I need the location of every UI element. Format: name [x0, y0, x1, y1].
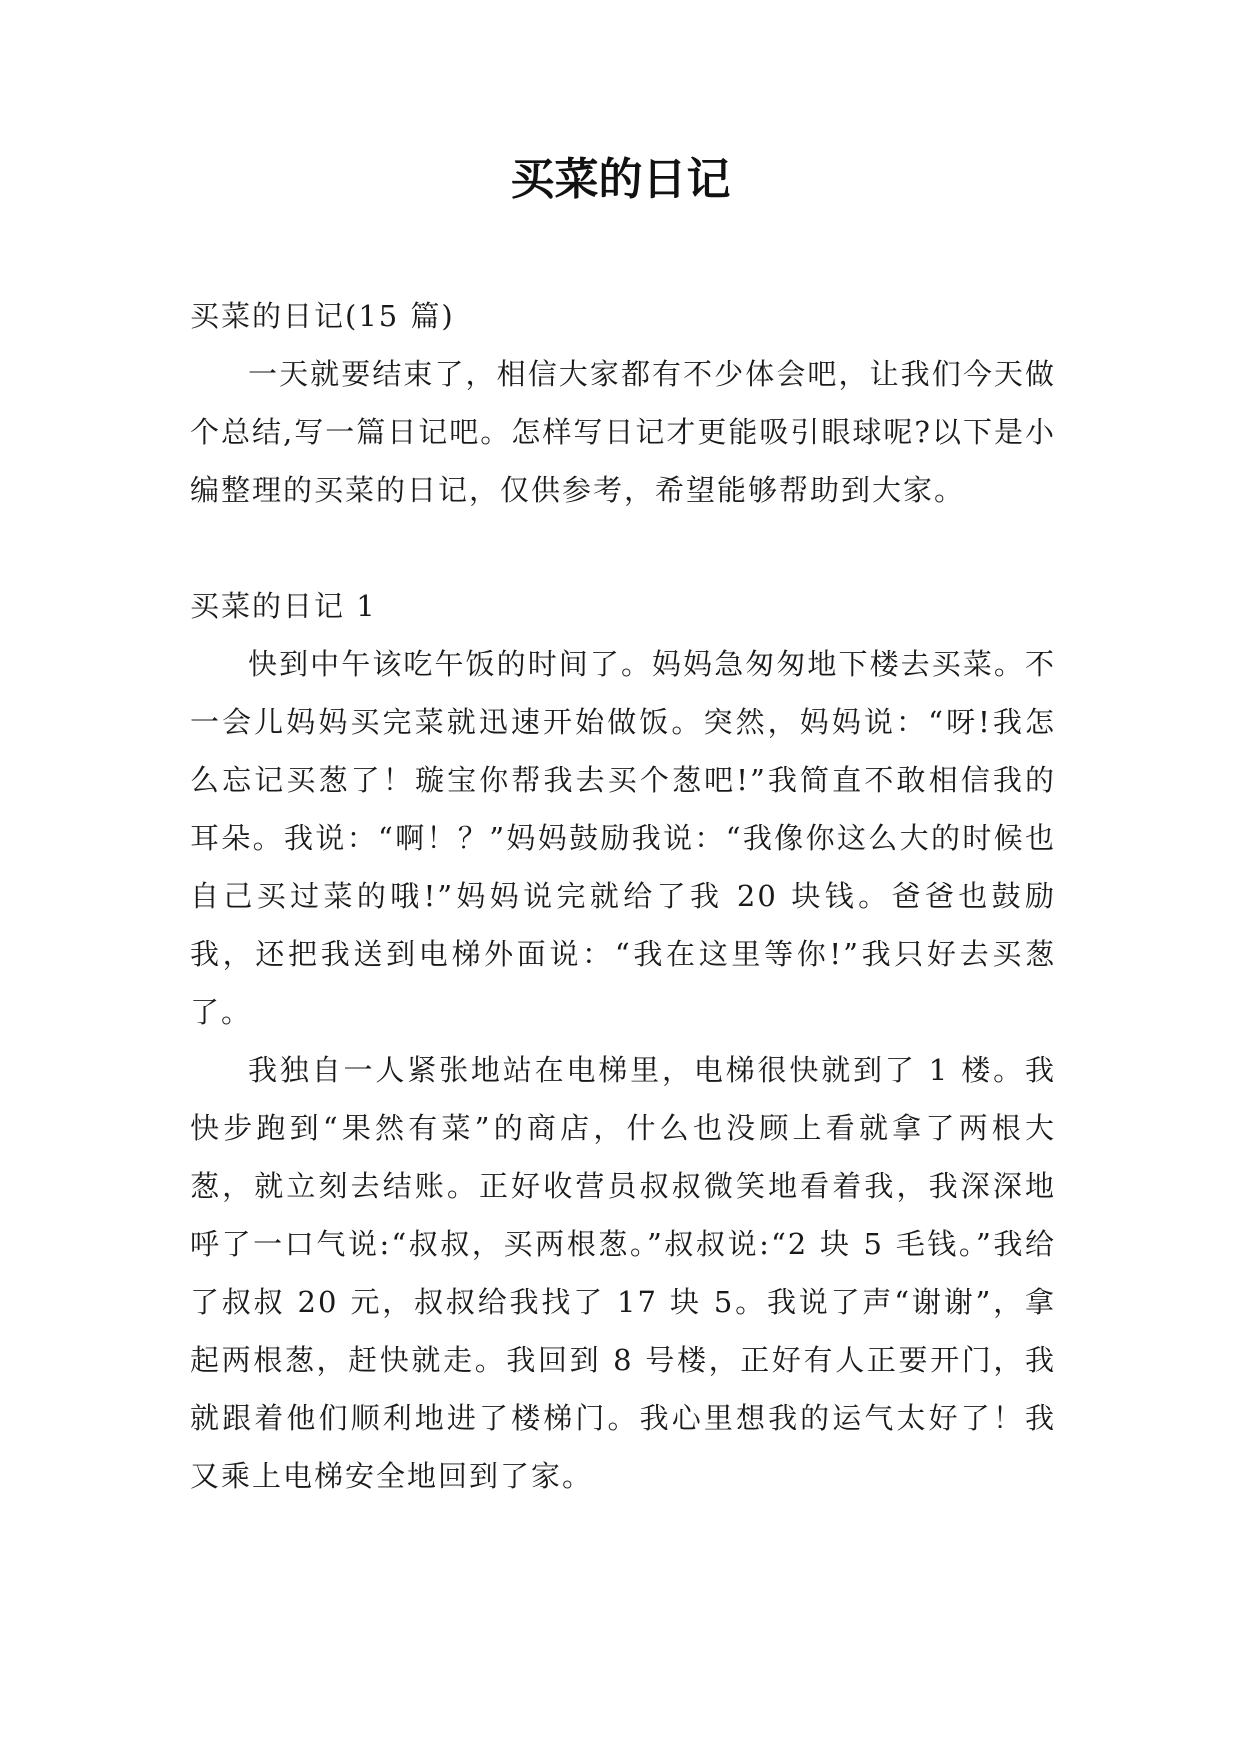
intro-paragraph: 一天就要结束了，相信大家都有不少体会吧，让我们今天做个总结,写一篇日记吧。怎样写日记才更能吸引眼球呢?以下是小编整理的买菜的日记，仅供参考，希望能够帮助到大家。	[190, 357, 1056, 507]
document-body	[190, 287, 1056, 1505]
paragraph-spacer	[190, 519, 1056, 577]
section-heading-1: 买菜的日记 1	[190, 589, 377, 623]
document-title: 买菜的日记	[510, 154, 731, 205]
section-1-paragraph-2: 我独自一人紧张地站在电梯里，电梯很快就到了 1 楼。我快步跑到“果然有菜”的商店，什么也没顾上看就拿了两根大葱，就立刻去结账。正好收营员叔叔微笑地看着我，我深深地呼了一口气说:“叔叔，买两根葱。”叔叔说:“2 块 5 毛钱。”我给了叔叔 20 元，叔叔给我找了 17 块 5。我说了声“谢谢”，拿起两根葱，赶快就走。我回到 8 号楼，正好有人正要开门，我就跟着他们顺利地进了楼梯门。我心里想我的运气太好了！我又乘上电梯安全地回到了家。	[190, 1053, 1056, 1493]
section-1-paragraph-1: 快到中午该吃午饭的时间了。妈妈急匆匆地下楼去买菜。不一会儿妈妈买完菜就迅速开始做饭。突然，妈妈说：“呀!我怎么忘记买葱了！璇宝你帮我去买个葱吧!”我简直不敢相信我的耳朵。我说：“啊！？”妈妈鼓励我说：“我像你这么大的时候也自己买过菜的哦!”妈妈说完就给了我 20 块钱。爸爸也鼓励我，还把我送到电梯外面说：“我在这里等你!”我只好去买葱了。	[190, 647, 1056, 1029]
collection-subtitle: 买菜的日记(15 篇)	[190, 299, 455, 333]
